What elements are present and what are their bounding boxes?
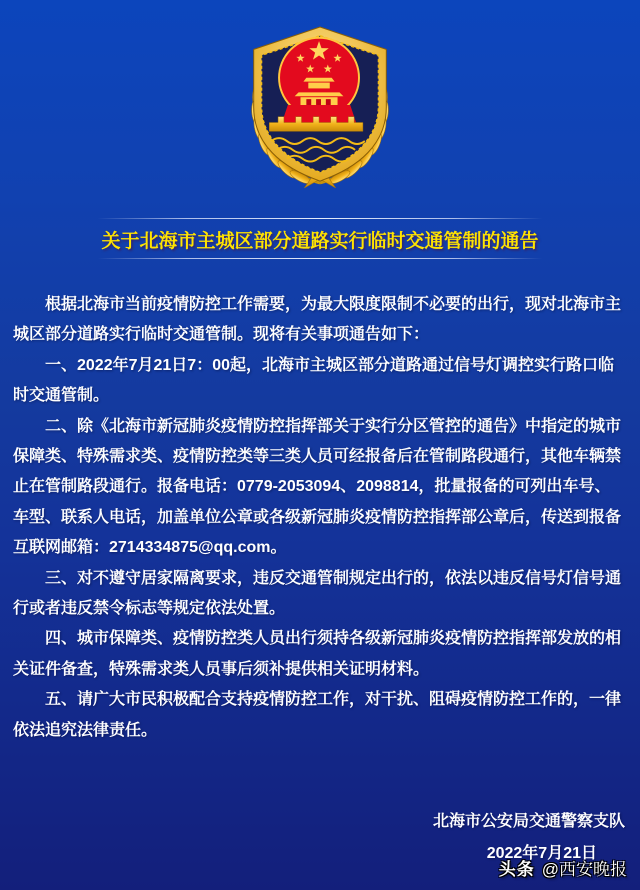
- notice-paragraph-item2: 二、除《北海市新冠肺炎疫情防控指挥部关于实行分区管控的通告》中指定的城市保障类、特殊需求类、疫情防控类等三类人员可经报备后在管制路段通行，其他车辆禁止在管制路段通行。报备电话：0779-2053094、2098814，批量报备的可列出车号、车型、联系人电话，加盖单位公章或各级新冠肺炎疫情防控指挥部公章后，传送到报备互联网邮箱：2714334875@qq.com。: [13, 417, 622, 557]
- police-badge-icon: [242, 21, 398, 189]
- divider-line-bottom: [98, 258, 543, 259]
- notice-paragraph-item4: 四、城市保障类、疫情防控类人员出行须持各级新冠肺炎疫情防控指挥部发放的相关证件备查，特殊需求类人员事后须补提供相关证明材料。: [13, 630, 622, 678]
- notice-body: [13, 290, 621, 746]
- notice-title: 关于北海市主城区部分道路实行临时交通管制的通告: [101, 231, 539, 252]
- police-badge-emblem: [242, 21, 398, 189]
- notice-paragraph-item5: 五、请广大市民积极配合支持疫情防控工作，对干扰、阻碍疫情防控工作的，一律依法追究法律责任。: [13, 691, 622, 739]
- toutiao-watermark: [499, 855, 627, 880]
- watermark-brand-logo: 头条: [498, 860, 535, 879]
- issuer-signature: 北海市公安局交通警察支队: [432, 813, 625, 830]
- watermark-handle: @西安晚报: [541, 860, 627, 879]
- notice-paragraph-intro: 根据北海市当前疫情防控工作需要，为最大限度限制不必要的出行，现对北海市主城区部分道路实行临时交通管制。现将有关事项通告如下：: [13, 296, 622, 344]
- notice-paragraph-item1: 一、2022年7月21日7：00起，北海市主城区部分道路通过信号灯调控实行路口临时交通管制。: [13, 356, 614, 405]
- divider-line-top: [98, 218, 543, 219]
- notice-date: 2022年7月21日: [486, 845, 597, 862]
- notice-paragraph-item3: 三、对不遵守居家隔离要求，违反交通管制规定出行的，依法以违反信号灯信号通行或者违反禁令标志等规定依法处置。: [13, 569, 622, 618]
